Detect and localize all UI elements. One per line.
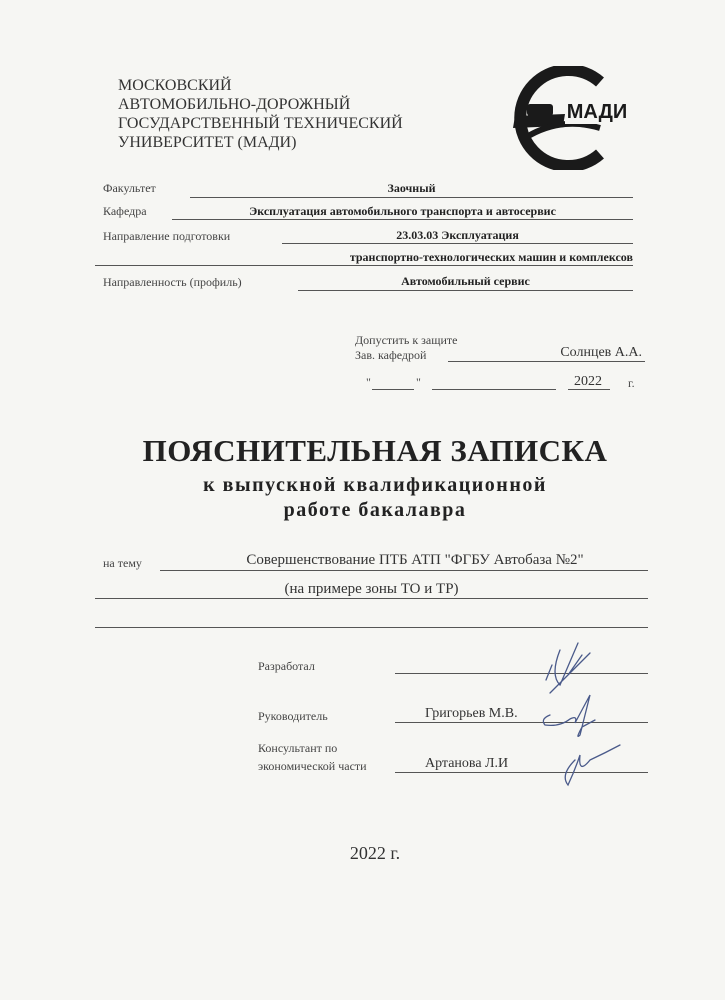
logo-text: МАДИ xyxy=(566,101,628,123)
university-line: МОСКОВСКИЙ xyxy=(118,77,232,94)
profile-label: Направленность (профиль) xyxy=(103,275,242,289)
supervisor-label: Руководитель xyxy=(258,709,328,723)
department-label: Кафедра xyxy=(103,204,147,218)
year-suffix: г. xyxy=(628,376,635,390)
university-line: АВТОМОБИЛЬНО-ДОРОЖНЫЙ xyxy=(118,96,351,113)
month-line xyxy=(432,389,556,390)
divider xyxy=(282,243,633,244)
theme-label: на тему xyxy=(103,556,142,570)
divider xyxy=(160,570,648,571)
head-label: Зав. кафедрой xyxy=(355,348,427,362)
divider xyxy=(172,219,633,220)
divider xyxy=(95,598,648,599)
faculty-label: Факультет xyxy=(103,181,156,195)
profile-value: Автомобильный сервис xyxy=(401,274,530,288)
divider xyxy=(298,290,633,291)
madi-logo xyxy=(505,66,630,170)
divider xyxy=(448,361,645,362)
divider xyxy=(190,197,633,198)
developed-label: Разработал xyxy=(258,659,315,673)
handwritten-signatures xyxy=(520,635,630,795)
admit-text: Допустить к защите xyxy=(355,333,458,347)
university-name xyxy=(118,76,403,152)
divider xyxy=(95,265,633,266)
head-name: Солнцев А.А. xyxy=(560,345,642,360)
theme-line-1: Совершенствование ПТБ АТП "ФГБУ Автобаза №2" xyxy=(246,552,584,568)
university-line: УНИВЕРСИТЕТ (МАДИ) xyxy=(118,134,297,151)
direction-value: 23.03.03 Эксплуатация xyxy=(396,228,519,242)
day-line xyxy=(372,389,414,390)
document-subtitle-2: работе бакалавра xyxy=(283,499,467,521)
divider xyxy=(95,627,648,628)
document-title: ПОЯСНИТЕЛЬНАЯ ЗАПИСКА xyxy=(142,433,608,468)
quote-close: " xyxy=(416,375,421,389)
faculty-value: Заочный xyxy=(387,181,436,195)
year-line xyxy=(568,389,610,390)
direction-value-2-text: транспортно-технологических машин и комплексов xyxy=(349,250,633,264)
department-value: Эксплуатация автомобильного транспорта и автосервис xyxy=(249,204,556,218)
supervisor-name: Григорьев М.В. xyxy=(425,706,518,721)
direction-label: Направление подготовки xyxy=(103,229,231,243)
footer-year: 2022 г. xyxy=(349,843,401,863)
university-line: ГОСУДАРСТВЕННЫЙ ТЕХНИЧЕСКИЙ xyxy=(118,115,403,132)
direction-value-2 xyxy=(95,250,683,265)
consultant-name: Артанова Л.И xyxy=(425,756,509,771)
approval-year: 2022 xyxy=(574,374,602,389)
theme-line-2: (на примере зоны ТО и ТР) xyxy=(284,581,459,597)
quote-open: " xyxy=(366,375,371,389)
consultant-label-2: экономической части xyxy=(258,759,367,773)
document-subtitle-1: к выпускной квалификационной xyxy=(203,474,547,496)
consultant-label-1: Консультант по xyxy=(258,741,338,755)
